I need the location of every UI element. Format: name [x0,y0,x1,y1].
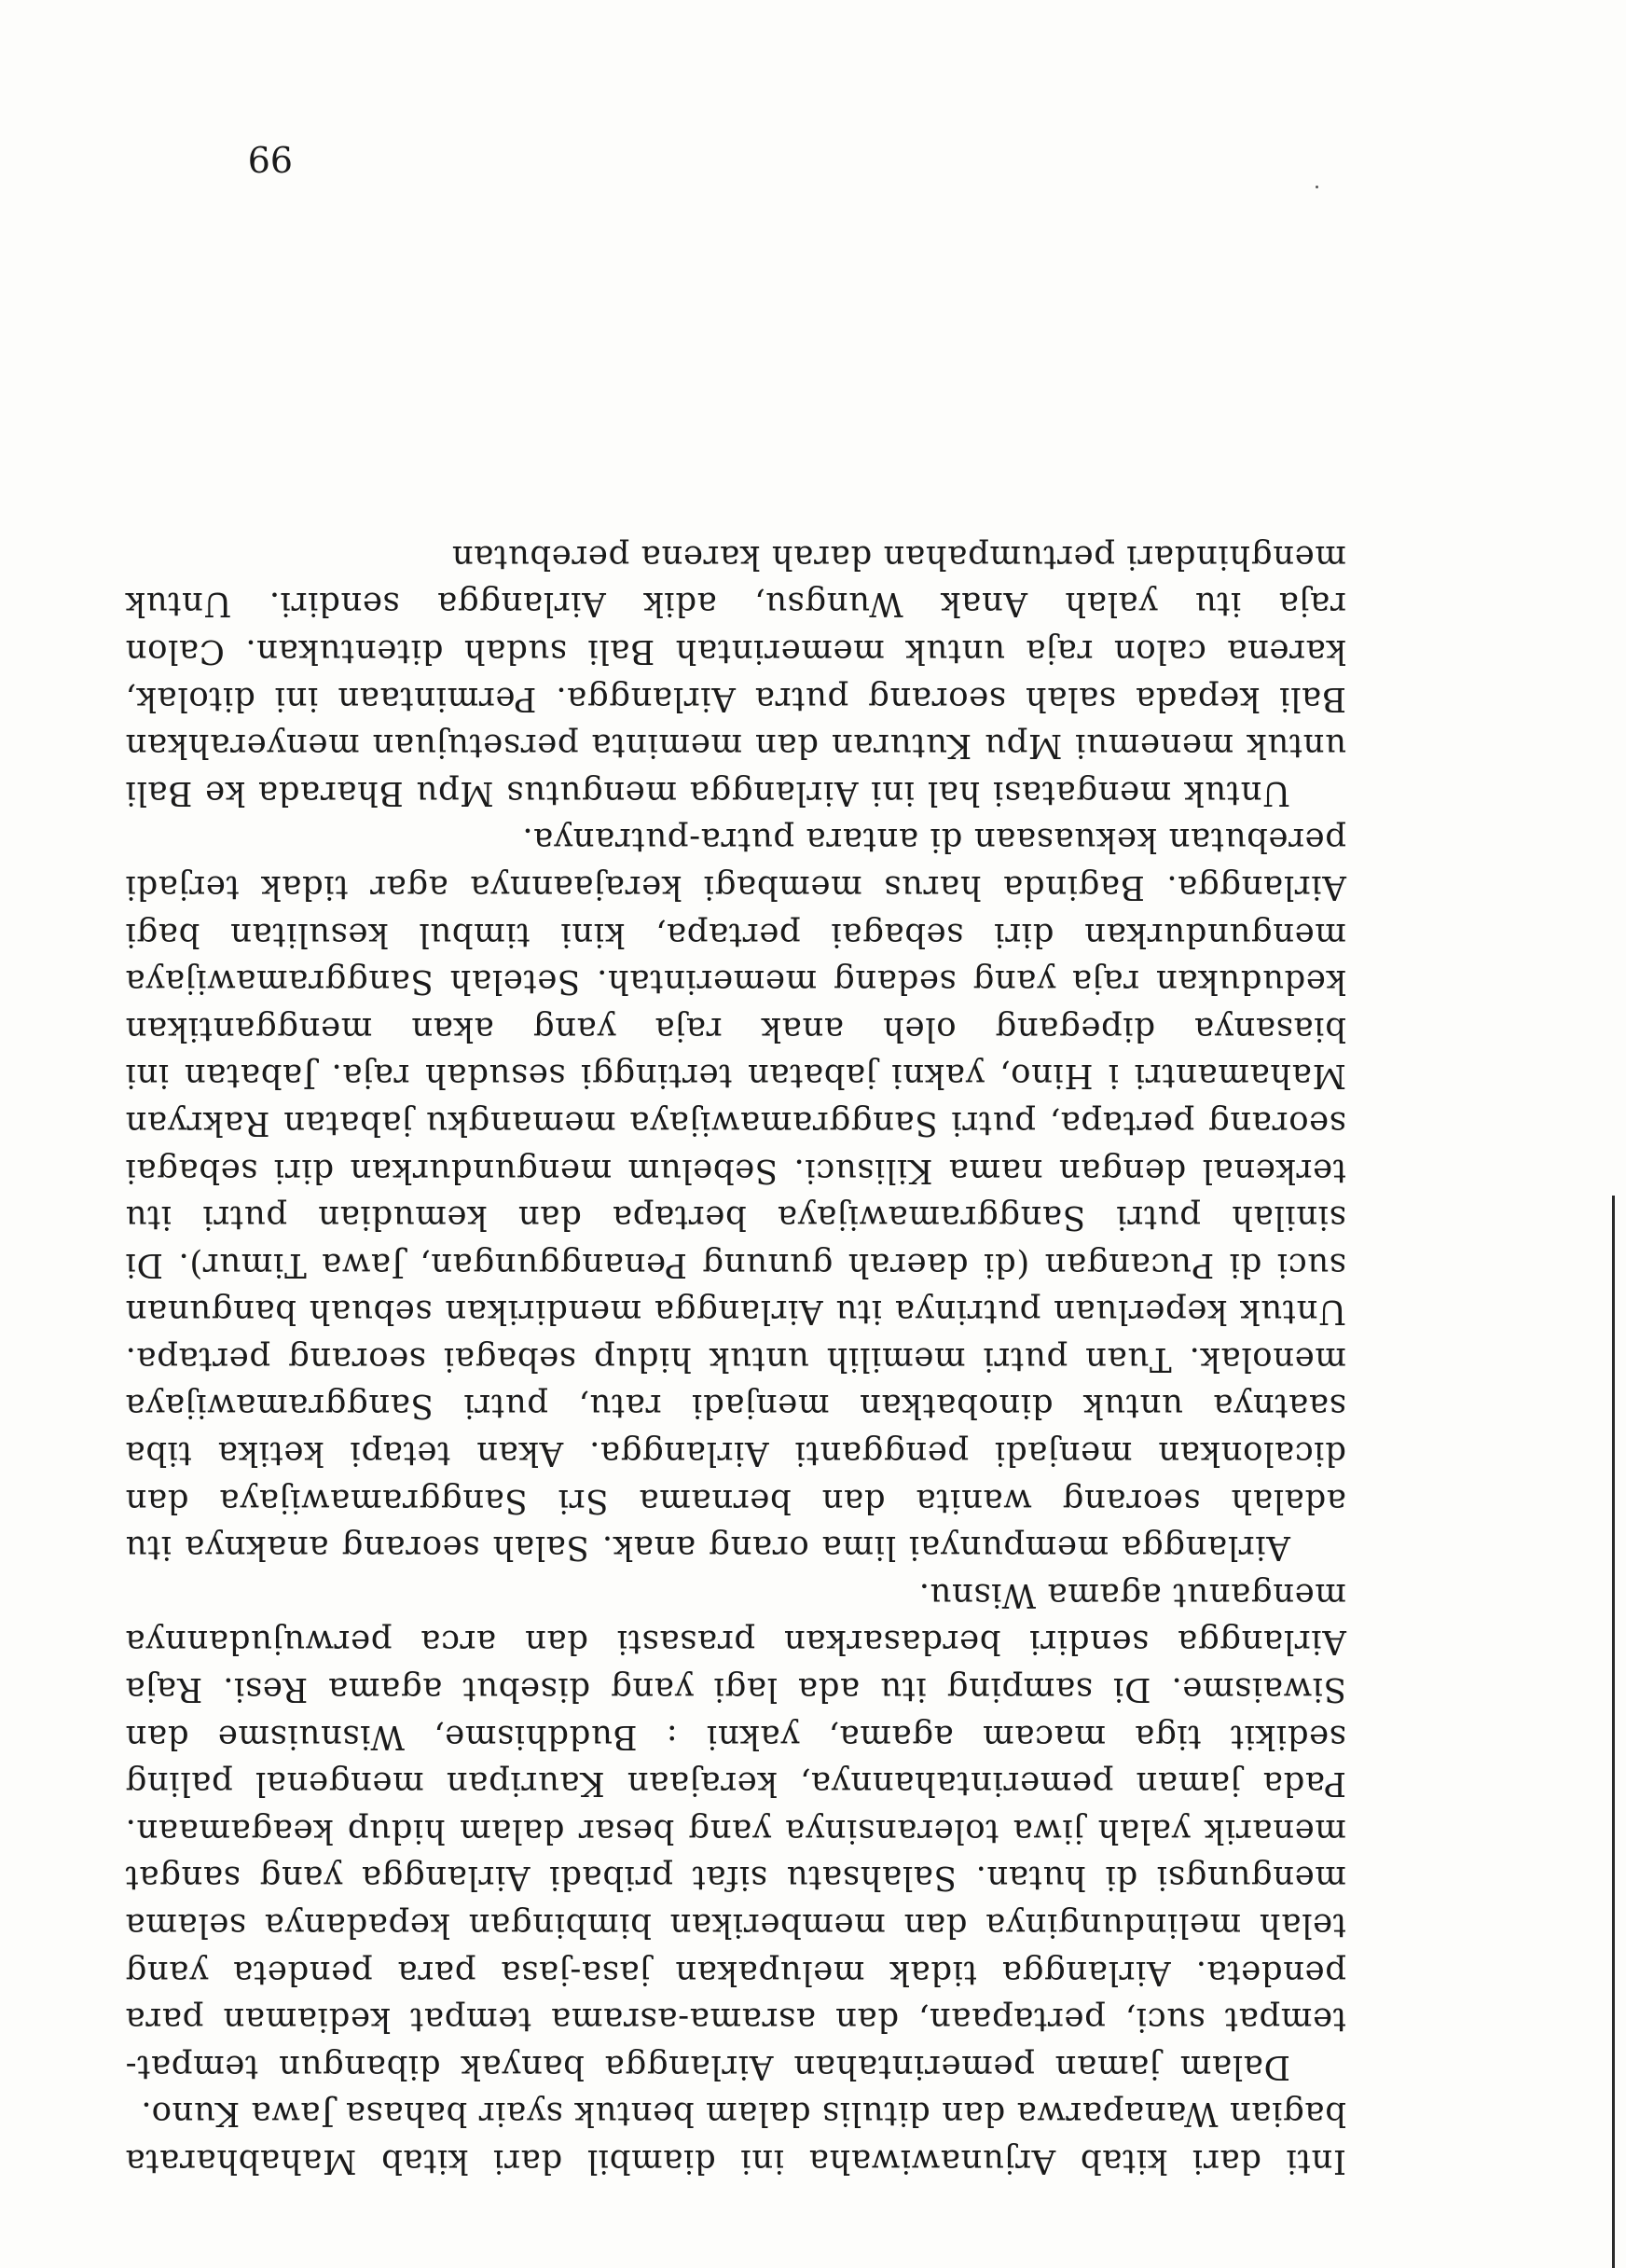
scan-edge-line [1612,1196,1615,2268]
scan-speck [1316,186,1318,188]
body-text [125,532,1346,2184]
paragraph-arjunawiwaha: Inti dari kitab Arjunawiwaha ini diambil dari kitab Mahabharata bagian Wanaparwa dan ditulis dalam bentuk syair bahasa Jawa Kuno. [125,2095,1346,2180]
paragraph-lima-anak: Airlangga mempunyai lima orang anak. Salah seorang anaknya itu adalah seorang wanita dan bernama Sri Sanggramawijaya dan dicalonkan menjadi pengganti Airlangga. Akan tetapi ketika tiba saatnya untuk dinobatkan menjadi ratu, putri Sanggramawijaya menolak. Tuan putri memilih untuk hidup sebagai seorang pertapa. Untuk keperluan putrinya itu Airlangga mendirikan sebuah bangunan suci di Pucangan (di daerah gunung Penanggungan, Jawa Timur). Di sinilah putri Sanggramawijaya bertapa dan kemudian putri itu terkenal dengan nama Kilisuci. Sebelum mengundurkan diri sebagai seorang pertapa, putri Sanggramawijaya memangku jabatan Rakryan Mahamantri i Hino, yakni jabatan tertinggi sesudah raja. Jabatan ini biasanya dipegang oleh anak raja yang akan menggantikan kedudukan raja yang sedang memerintah. Setelah Sanggramawijaya mengundurkan diri sebagai pertapa, kini timbul kesulitan bagi Airlangga. Baginda harus membagi kerajaannya agar tidak terjadi perebutan kekuasaan di antara putra-putranya. [125,821,1346,1568]
page-number: 99 [247,138,293,179]
paragraph-tempat-suci: Dalam jaman pemerintahan Airlangga banyak dibangun tempat-tempat suci, pertapaan, dan asrama-asrama tempat kediaman para pendeta. Airlangga tidak melupakan jasa-jasa para pendeta yang telah melindunginya dan memberikan bimbingan kepadanya selama mengungsi di hutan. Salahsatu sifat pribadi Airlangga yang sangat menarik yalah jiwa toleransinya yang besar dalam hidup keagamaan. Pada jaman pemerintahannya, kerajaan Kauripan mengenal paling sedikit tiga macam agama, yakni : Buddhisme, Wisnuisme dan Siwaisme. Di samping itu ada lagi yang disebut agama Resi. Raja Airlangga sendiri berdasarkan prasasti dan arca perwujudannya menganut agama Wisnu. [125,1575,1346,2086]
paragraph-mpu-bharada: Untuk mengatasi hal ini Airlangga mengutus Mpu Bharada ke Bali untuk menemui Mpu Kuturan dan meminta persetujuan menyerahkan Bali kepada salah seorang putra Airlangga. Permintaan ini ditolak, karena calon raja untuk memerintah Bali sudah ditentukan. Calon raja itu yalah Anak Wungsu, adik Airlangga sendiri. Untuk menghindari pertumpahan darah karena perebutan [125,537,1346,812]
